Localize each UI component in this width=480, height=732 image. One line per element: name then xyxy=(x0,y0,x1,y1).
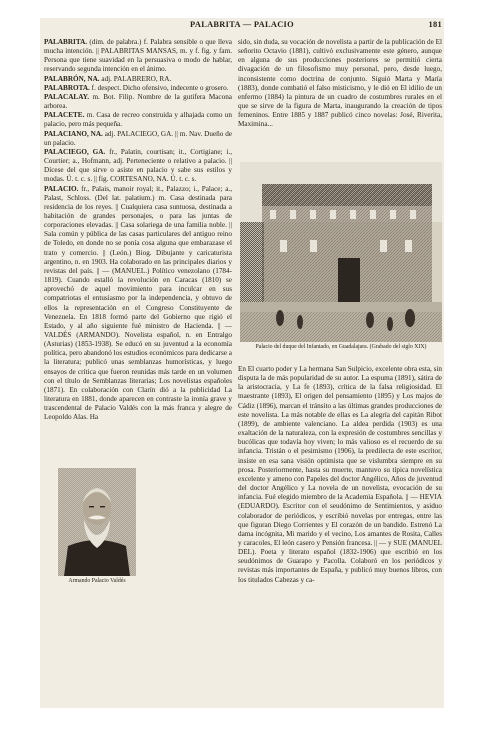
entry-palabrita: PALABRITA. (dim. de palabra.) f. Palabra sensible o que lleva mucha intención. || PALABRITAS MANSAS, m. y f. fig. y fam. Persona que tiene suavidad en la persuasiva o modo de hablar, reservando segunda intención en el ánimo. xyxy=(44,38,232,74)
palace-engraving-image xyxy=(240,162,442,342)
entry-palabron: PALABRÓN, NA. adj. PALABRERO, RA. xyxy=(44,74,172,83)
page-header xyxy=(40,20,444,32)
portrait-caption: Armando Palacio Valdés xyxy=(68,578,126,584)
entry-palacete: PALACETE. m. Casa de recreo construida y alhajada como un palacio, pero más pequeña. xyxy=(44,111,232,129)
portrait-image xyxy=(58,468,136,576)
entry-palacio: PALACIO. fr., Palais, manoir royal; it., Palazzo; i., Palace; a., Palast, Schloss. (Del lat. palatium.) m. Casa destinada para residencia de los reyes. || Cualquiera casa suntuosa, destinada a habitación de grandes personajes, o para las juntas de corporaciones elevadas. || Casa solariega de una familia noble. || Sala común y pública de las casas particulares del antiguo reino de Toledo, en donde no se ponía cosa alguna que embarazase el trato y comercio. || (León.) Biog. Dibujante y caricaturista argentino, n. en 1903. Ha colaborado en las principales diarios y revistas del país. || — (MANUEL.) Político venezolano (1784-1819). Cuando estalló la revolución en Caracas (1810) se aprovechó de aquel movimiento para inculcar en sus compatriotas el entusiasmo por la independencia, y obtuvo de ellos la representación en el Congreso Constituyente de Venezuela. En 1818 formó parte del Gobierno que rigió el Estado, y al año siguiente fué ministro de Hacienda. || — VALDÉS (ARMANDO). Novelista español, n. en Entralgo (Asturias) (1853-1938). Se educó en su juventud a la economía política, pero abandonó los estudios económicos para dedicarse a la literatura; publicó unas semblanzas humorísticas, y luego ensayos de crítica que fueron reunidas más tarde en un volumen con el título de Semblanzas literarias; Los novelistas españoles (1871). En colaboración con Clarín dió a la publicidad La literatura en 1881, donde aparecen en contraste la ironía grave y trascendental de Palacio Valdés con la más franca y alegre de Leopoldo Alas. Ha xyxy=(44,184,232,422)
palace-engraving-caption: Palacio del duque del Infantado, en Guadalajara. (Grabado del siglo XIX) xyxy=(255,344,427,350)
entry-palaciano: PALACIANO, NA. adj. PALACIEGO, GA. || m. Nav. Dueño de un palacio. xyxy=(44,129,232,147)
right-column-bottom: En El cuarto poder y La hermana San Sulpicio, excelente obra esta, sin disputa la de más popularidad de su autor. La espuma (1891), sátira de la aristocracia, y La fe (1893), crítica de la falsa religiosidad. El maestrante (1893), El origen del pensamiento (1895) y Los majos de Cádiz (1896), marcan el tránsito a las últimas grandes producciones de este novelista. La más notable de ellas es La alegría del capitán Ribot (1899), de ambiente valenciano. La aldea perdida (1903) es una exaltación de la naturaleza, con la expresión de costumbres sencillas y bucólicas que todavía hoy viven; lo más valioso es el recuerdo de su infancia. Tristán o el pesimismo (1906), la predilecta de este escritor, insiste en esa sana visión optimista que se vislumbra siempre en su prosa. Posteriormente, hasta su muerte, mantuvo su típica novelística excelente y ameno con Papeles del doctor Angélico, Años de juventud del doctor Angélico y La novela de un novelista, evocación de su infancia. Fué elegido miembro de la Academia Española. || — HEVIA (EDUARDO). Escritor con el seudónimo de Sentimientos, y asiduo colaborador de periódicos, y escribió novelas por entregas, entre las que figuran Diego Corrientes y El corazón de un bandido. Estrenó La dama incógnita, Mi marido y el vecino, Los amantes de Rosita, Calles y caracoles, El león casero y Pensión francesa. || — y SUE (MANUEL DEL). Poeta y literato español (1832-1906) que escribió en los seudónimos de Guarapo y Pacolla. Colaboró en los periódicos y revistas más importantes de España, y publicó muy buenos libros, con los titulados Cabezas y ca- xyxy=(238,365,442,584)
entry-palacalay: PALACALAY. m. Bot. Filip. Nombre de la gutífera Macona arborea. xyxy=(44,92,232,111)
entry-palabrota: PALABROTA. f. despect. Dicho ofensivo, indecente o grosero. xyxy=(44,83,229,92)
page xyxy=(40,18,444,708)
header-title: PALABRITA — PALACIO xyxy=(190,20,294,29)
left-column xyxy=(44,38,232,464)
right-column-top: sido, sin duda, su vocación de novelista a partir de la publicación de El señorito Octavio (1881), cultivó exclusivamente este género, aunque en alguna de sus producciones posteriores se permitió cierta divagación de un filosofismo muy personal, pero, desde luego, inconsistente como doctrina de conjunto. Siguió Marta y María (1883), donde combatió el falso misticismo, y le dió en El idilio de un enfermo (1884) la pintura de un cuadro de costumbres rurales en el que se sirve de la figura de Marta, inaugurando la creación de tipos femeninos. Entre 1885 y 1887 publicó cinco novelas: José, Riverita, Maximina... xyxy=(238,38,442,129)
page-number: 181 xyxy=(428,20,442,29)
entry-palaciego: PALACIEGO, GA. fr., Palatin, courtisan; it., Cortigiane; i., Courtier; a., Hofmann, adj. Perteneciente o relativo a palacio. || Dícese del que sirve o asiste en palacio y sabe sus estilos y modas. Ú. t. c. s. || fig. CORTESANO, NA. Ú. t. c. s. xyxy=(44,147,232,184)
